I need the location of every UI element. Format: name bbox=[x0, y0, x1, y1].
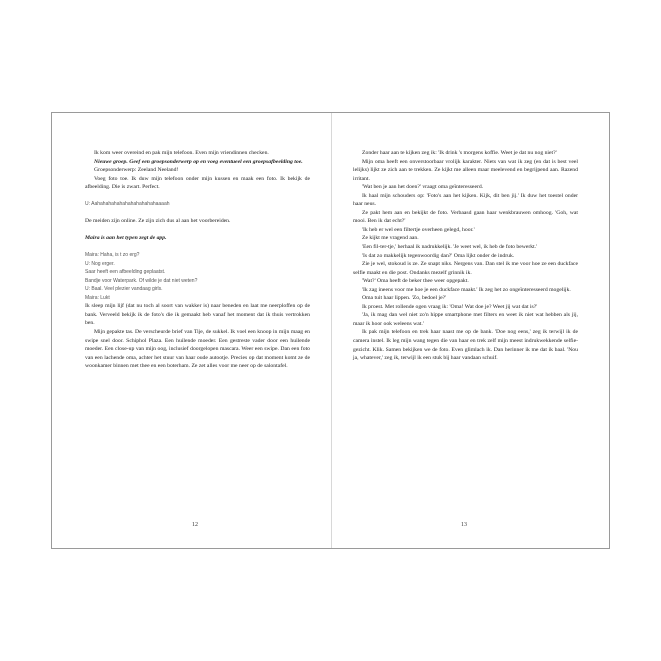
paragraph: Ik sleep mijn lijf (dat nu toch al soort van wakker is) naar beneden en laat me neerploffen op de bank. Verveeld bekijk ik de foto's die ik gemaakt heb vanaf het moment dat ik thuis vertrokken ben. bbox=[85, 303, 310, 327]
chat-message: Maira: Haha, is t zo erg? bbox=[85, 252, 140, 259]
paragraph: 'Wat ben je aan het doen?' vraagt oma geïnteresseerd. bbox=[362, 184, 484, 191]
paragraph: Ze pakt hem aan en bekijkt de foto. Verbaasd gaan haar wenkbrauwen omhoog. 'Goh, wat mooi. Ben ik dat echt?' bbox=[353, 209, 578, 225]
paragraph: 'Ik zag ineens voor me hoe je een duckface maakt.' Ik zeg het zo ongeïnteresseerd mogelijk. bbox=[362, 286, 571, 293]
page-number-right: 13 bbox=[461, 522, 467, 528]
right-page bbox=[353, 149, 578, 363]
paragraph: Ik haal mijn schouders op: 'Foto's aan het kijken. Kijk, dit ben jij.' Ik duw het toestel onder haar neus. bbox=[353, 192, 578, 208]
page-gutter bbox=[331, 113, 332, 548]
paragraph: Zie je wel, stokoud is ze. Ze snapt niks. Nergens van. Dan stel ik me voor hoe ze een duckface selfie maakt en die post. Ondanks mezelf grinnik ik. bbox=[353, 261, 578, 276]
book-spread bbox=[51, 112, 610, 549]
paragraph: 'Wat?' Oma heeft de beker thee weer opgepakt. bbox=[362, 278, 469, 285]
paragraph: Nieuwe groep. Geef een groepsonderwerp op en voeg eventueel een groepsafbeelding toe. bbox=[94, 158, 303, 165]
paragraph: 'Ja, ik mag dan wel niet zo'n hippe smartphone met filters en weet ik niet wat hebben als jij, maar ik hoor ook weleens wat.' bbox=[353, 312, 578, 327]
chat-message: U: Nog erger. bbox=[85, 260, 115, 267]
paragraph: Maira is aan het typen zegt de app. bbox=[85, 235, 167, 242]
paragraph: 'Een fil-ter-tje,' herhaal ik nadrukkelijk. 'Je weet wel, ik heb de foto bewerkt.' bbox=[362, 244, 538, 251]
paragraph: Ik pak mijn telefoon en trek haar naast me op de bank. 'Doe nog eens,' zeg ik terwijl ik de camera instel. Ik leg mijn wang tegen die van haar en trek zelf mijn meest indrukwekkende selfie-gezicht. Klik. Samen bekijken we de foto. Even glimlach ik. Dan herinner ik me dat ik baal. 'Nou ja, whatever,' zeg ik, terwijl ik een stuk bij haar vandaan schuif. bbox=[353, 329, 578, 362]
paragraph: Oma tuit haar lippen. 'Zo, bedoel je?' bbox=[362, 295, 447, 302]
chat-message: Maira: Lukt bbox=[85, 294, 110, 301]
paragraph: 'Is dat zo makkelijk tegenwoordig dan?' Oma lijkt onder de indruk. bbox=[362, 252, 515, 259]
chat-message: Saar heeft een afbeelding geplaatst. bbox=[85, 269, 166, 276]
paragraph: Ik proest. Met rollende ogen vraag ik: 'Oma! Wat doe je? Weet jij wat dat is?' bbox=[362, 303, 538, 310]
paragraph: De meiden zijn online. Ze zijn zich dus al aan het voorbereiden. bbox=[85, 218, 231, 225]
chat-message: Bandje voor Waterpark. Of wilde je dat niet weten? bbox=[85, 277, 198, 284]
paragraph: Ze kijkt me vragend aan. bbox=[362, 235, 419, 242]
paragraph: Voeg foto toe. Ik duw mijn telefoon onder mijn kussen en maak een foto. Ik bekijk de afbeelding. Die is zwart. Perfect. bbox=[85, 175, 310, 191]
paragraph: Zonder haar aan te kijken zeg ik: 'Ik drink 's morgens koffie. Weet je dat nu nog niet?' bbox=[362, 150, 557, 156]
paragraph: Groepsonderwerp: Zeeland Neeland! bbox=[94, 167, 179, 174]
page-number-left: 12 bbox=[192, 522, 198, 528]
paragraph: 'Ik heb er wel een filtertje overheen gelegd, hoor.' bbox=[362, 226, 475, 233]
chat-message: U: Aahahahahahahahahahahahaaaah bbox=[85, 201, 170, 208]
left-page bbox=[85, 149, 310, 371]
paragraph: Mijn gepakte tas. De verscheurde brief van Tije, de sukkel. Ik voel een knoop in mijn maag en swipe snel door. Schiphol Plaza. Een huilende moeder. Een gestreste vader door een huilende moeder. Een close-up van mijn oog, inclusief doorgelopen mascara. Weer een swipe. Dan een foto van een lachende oma, achter het stuur van haar oude autootje. Precies op dat moment komt ze de woonkamer binnen met thee en een boterham. Ze zet alles voor me neer op de salontafel. bbox=[85, 328, 310, 370]
chat-message: U: Baal. Veel plezier vandaag girls. bbox=[85, 286, 163, 293]
paragraph: Mijn oma heeft een onverstoorbaar vrolijk karakter. Niets van wat ik zeg (en dat is best veel lelijks) lijkt ze zich aan te trekken. Ze kijkt me alleen maar meelevend en begrijpend aan. Razend irritant. bbox=[353, 158, 578, 182]
paragraph: Ik kom weer overeind en pak mijn telefoon. Even mijn vriendinnen checken. bbox=[94, 150, 269, 156]
